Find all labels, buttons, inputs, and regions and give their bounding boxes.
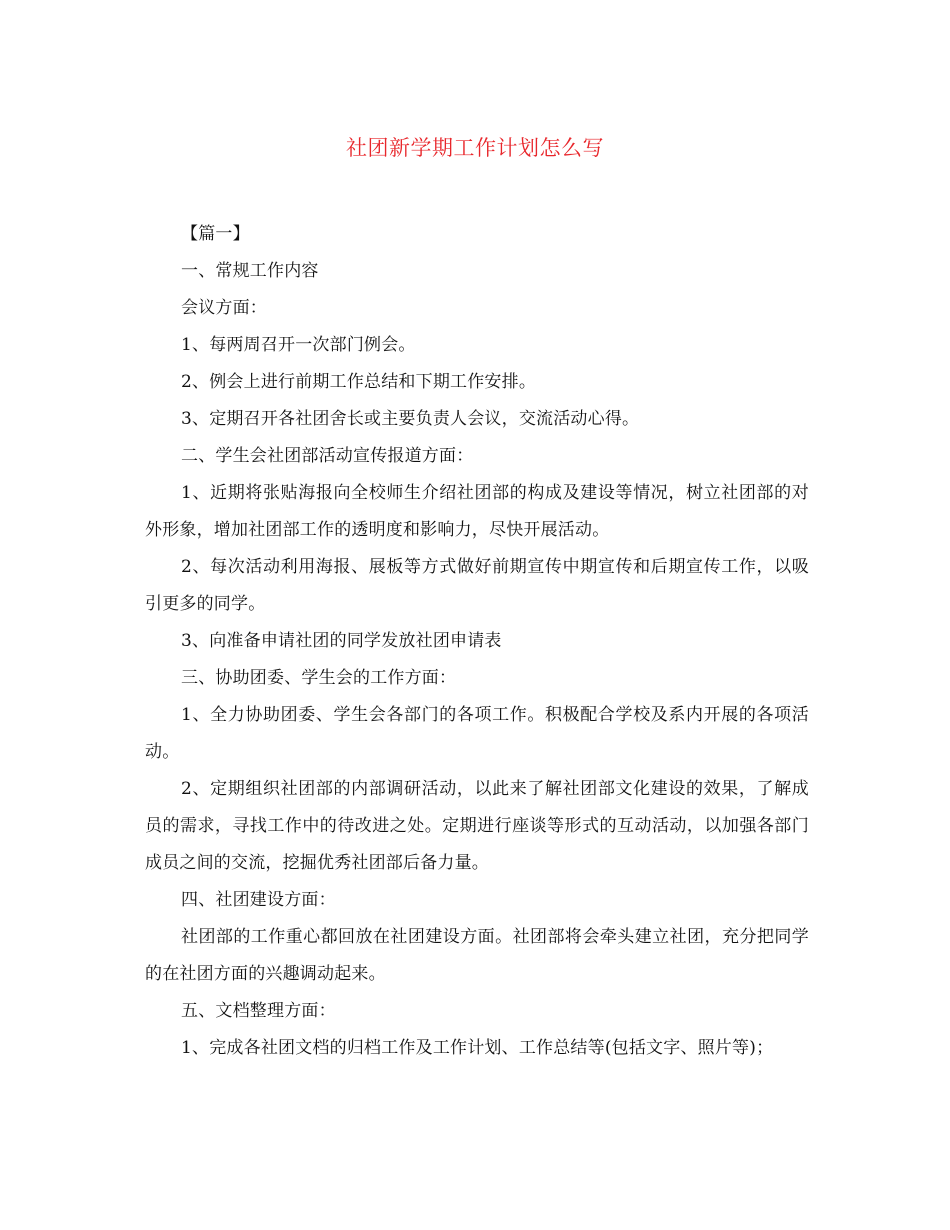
paragraph: 社团部的工作重心都回放在社团建设方面。社团部将会牵头建立社团，充分把同学的在社团方面的兴趣调动起来。 [145, 927, 809, 984]
paragraph-heading-5: 五、文档整理方面： [181, 1001, 336, 1021]
paragraph: 1、近期将张贴海报向全校师生介绍社团部的构成及建设等情况，树立社团部的对外形象，增加社团部工作的透明度和影响力，尽快开展活动。 [145, 483, 809, 540]
paragraph-section-label: 【篇一】 [181, 224, 250, 244]
paragraph-heading-2: 二、学生会社团部活动宣传报道方面： [181, 446, 474, 466]
paragraph: 2、例会上进行前期工作总结和下期工作安排。 [181, 372, 537, 392]
document-title: 社团新学期工作计划怎么写 [346, 136, 604, 160]
document-body [145, 216, 809, 1067]
paragraph-heading-4: 四、社团建设方面： [181, 890, 336, 910]
paragraph-subheading-meetings: 会议方面： [181, 298, 267, 318]
paragraph-heading-1: 一、常规工作内容 [181, 261, 319, 281]
paragraph: 3、向准备申请社团的同学发放社团申请表 [181, 631, 502, 651]
paragraph: 2、定期组织社团部的内部调研活动，以此来了解社团部文化建设的效果，了解成员的需求，寻找工作中的待改进之处。定期进行座谈等形式的互动活动，以加强各部门成员之间的交流，挖掘优秀社团部后备力量。 [145, 779, 809, 873]
paragraph: 1、每两周召开一次部门例会。 [181, 335, 416, 355]
paragraph: 1、全力协助团委、学生会各部门的各项工作。积极配合学校及系内开展的各项活动。 [145, 705, 809, 762]
paragraph: 3、定期召开各社团舍长或主要负责人会议，交流活动心得。 [181, 409, 640, 429]
paragraph-heading-3: 三、协助团委、学生会的工作方面： [181, 668, 457, 688]
paragraph: 2、每次活动利用海报、展板等方式做好前期宣传中期宣传和后期宣传工作，以吸引更多的同学。 [145, 557, 809, 614]
paragraph: 1、完成各社团文档的归档工作及工作计划、工作总结等(包括文字、照片等)； [181, 1038, 774, 1058]
